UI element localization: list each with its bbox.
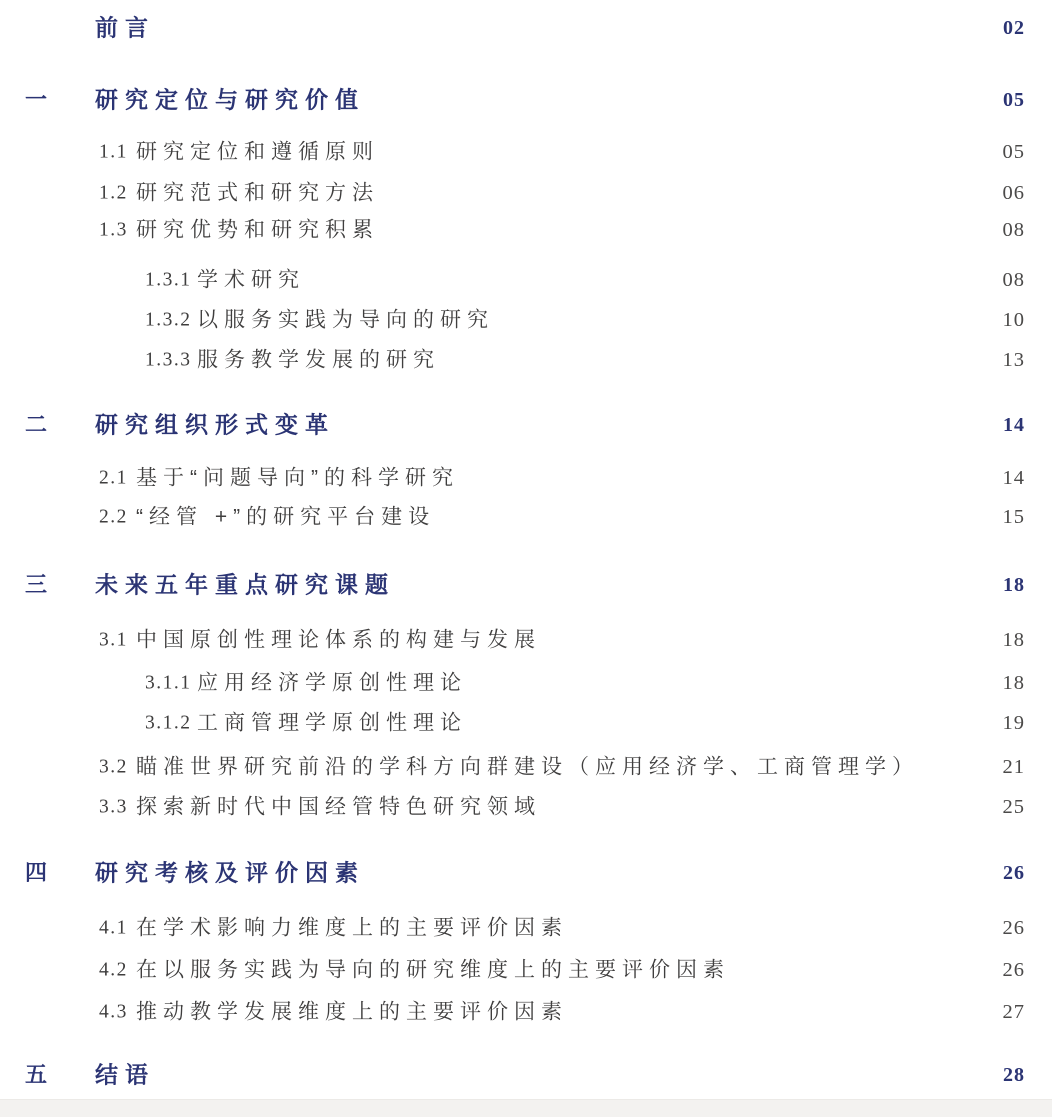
entry-number: 3.1 bbox=[99, 629, 128, 651]
entry-page-number: 18 bbox=[1002, 671, 1025, 694]
toc-entry-1-3[interactable] bbox=[0, 215, 1025, 245]
entry-page-number: 15 bbox=[1002, 505, 1025, 528]
entry-title: 研究考核及评价因素 bbox=[95, 859, 365, 886]
toc-entry-section-05[interactable] bbox=[0, 85, 1025, 115]
entry-title: 研究组织形式变革 bbox=[95, 411, 335, 438]
entry-page-number: 18 bbox=[1003, 574, 1025, 596]
entry-number: 1.3.3 bbox=[145, 349, 192, 371]
toc-entry-section-18[interactable] bbox=[0, 570, 1025, 600]
entry-page-number: 25 bbox=[1002, 795, 1025, 818]
entry-number: 3.3 bbox=[99, 796, 128, 818]
entry-title: 学术研究 bbox=[197, 268, 305, 292]
entry-page-number: 10 bbox=[1002, 308, 1025, 331]
entry-title: 推动教学发展维度上的主要评价因素 bbox=[136, 1000, 568, 1024]
entry-title: 应用经济学原创性理论 bbox=[197, 671, 467, 695]
section-marker: 四 bbox=[25, 860, 48, 885]
toc-entry-2-1[interactable] bbox=[0, 463, 1025, 493]
toc-entry-3-1-2[interactable] bbox=[0, 708, 1025, 738]
toc-entry-section-28[interactable] bbox=[0, 1060, 1025, 1090]
entry-title: 研究定位与研究价值 bbox=[95, 86, 365, 113]
entry-page-number: 27 bbox=[1002, 1000, 1025, 1023]
toc-entry-2-2[interactable] bbox=[0, 502, 1025, 532]
entry-number: 4.1 bbox=[99, 917, 128, 939]
toc-entry-4-3[interactable] bbox=[0, 997, 1025, 1027]
toc-entry-1-3-3[interactable] bbox=[0, 345, 1025, 375]
section-marker: 三 bbox=[25, 572, 48, 597]
entry-title: 以服务实践为导向的研究 bbox=[197, 308, 494, 332]
entry-page-number: 19 bbox=[1002, 711, 1025, 734]
toc-entry-3-3[interactable] bbox=[0, 792, 1025, 822]
entry-number: 3.1.2 bbox=[145, 712, 192, 734]
entry-number: 1.3.2 bbox=[145, 309, 192, 331]
entry-title: 工商管理学原创性理论 bbox=[197, 711, 467, 735]
toc-entry-1-3-1[interactable] bbox=[0, 265, 1025, 295]
entry-title: 服务教学发展的研究 bbox=[197, 348, 440, 372]
next-page-edge bbox=[0, 1099, 1052, 1117]
entry-page-number: 05 bbox=[1002, 140, 1025, 163]
entry-title: “经管 +”的研究平台建设 bbox=[136, 505, 436, 529]
entry-page-number: 26 bbox=[1002, 958, 1025, 981]
entry-number: 1.1 bbox=[99, 141, 128, 163]
entry-page-number: 26 bbox=[1003, 862, 1025, 884]
entry-page-number: 06 bbox=[1002, 181, 1025, 204]
toc-entry-3-2[interactable] bbox=[0, 752, 1025, 782]
entry-title: 基于“问题导向”的科学研究 bbox=[136, 466, 459, 490]
toc-entry-1-1[interactable] bbox=[0, 137, 1025, 167]
entry-title: 在学术影响力维度上的主要评价因素 bbox=[136, 916, 568, 940]
toc-entry-3-1[interactable] bbox=[0, 625, 1025, 655]
entry-number: 4.2 bbox=[99, 959, 128, 981]
toc-entry-1-3-2[interactable] bbox=[0, 305, 1025, 335]
toc-entry-section-26[interactable] bbox=[0, 858, 1025, 888]
entry-page-number: 28 bbox=[1003, 1064, 1025, 1086]
entry-title: 研究定位和遵循原则 bbox=[136, 140, 379, 164]
entry-title: 结语 bbox=[95, 1061, 155, 1088]
entry-number: 1.3 bbox=[99, 219, 128, 241]
toc-entry-1-2[interactable] bbox=[0, 178, 1025, 208]
section-marker: 二 bbox=[25, 412, 48, 437]
entry-number: 2.2 bbox=[99, 506, 128, 528]
entry-title: 未来五年重点研究课题 bbox=[95, 571, 395, 598]
entry-number: 3.1.1 bbox=[145, 672, 192, 694]
toc-entry-section-14[interactable] bbox=[0, 410, 1025, 440]
toc-entry-4-1[interactable] bbox=[0, 913, 1025, 943]
entry-page-number: 14 bbox=[1002, 466, 1025, 489]
entry-page-number: 21 bbox=[1002, 755, 1025, 778]
section-marker: 一 bbox=[25, 87, 48, 112]
entry-page-number: 08 bbox=[1002, 218, 1025, 241]
entry-title: 研究范式和研究方法 bbox=[136, 181, 379, 205]
entry-page-number: 02 bbox=[1003, 17, 1025, 39]
entry-page-number: 26 bbox=[1002, 916, 1025, 939]
entry-title: 研究优势和研究积累 bbox=[136, 218, 379, 242]
entry-page-number: 13 bbox=[1002, 348, 1025, 371]
entry-number: 1.3.1 bbox=[145, 269, 192, 291]
toc-entry-preface[interactable] bbox=[0, 13, 1025, 43]
entry-title: 探索新时代中国经管特色研究领域 bbox=[136, 795, 541, 819]
entry-title: 瞄准世界研究前沿的学科方向群建设（应用经济学、工商管理学） bbox=[136, 755, 919, 779]
entry-page-number: 08 bbox=[1002, 268, 1025, 291]
entry-page-number: 14 bbox=[1003, 414, 1025, 436]
entry-number: 4.3 bbox=[99, 1001, 128, 1023]
toc-entry-4-2[interactable] bbox=[0, 955, 1025, 985]
entry-title: 中国原创性理论体系的构建与发展 bbox=[136, 628, 541, 652]
entry-number: 3.2 bbox=[99, 756, 128, 778]
entry-number: 2.1 bbox=[99, 467, 128, 489]
entry-number: 1.2 bbox=[99, 182, 128, 204]
entry-title: 在以服务实践为导向的研究维度上的主要评价因素 bbox=[136, 958, 730, 982]
entry-page-number: 18 bbox=[1002, 628, 1025, 651]
toc-entry-3-1-1[interactable] bbox=[0, 668, 1025, 698]
entry-title: 前言 bbox=[95, 14, 155, 41]
section-marker: 五 bbox=[25, 1062, 48, 1087]
entry-page-number: 05 bbox=[1003, 89, 1025, 111]
